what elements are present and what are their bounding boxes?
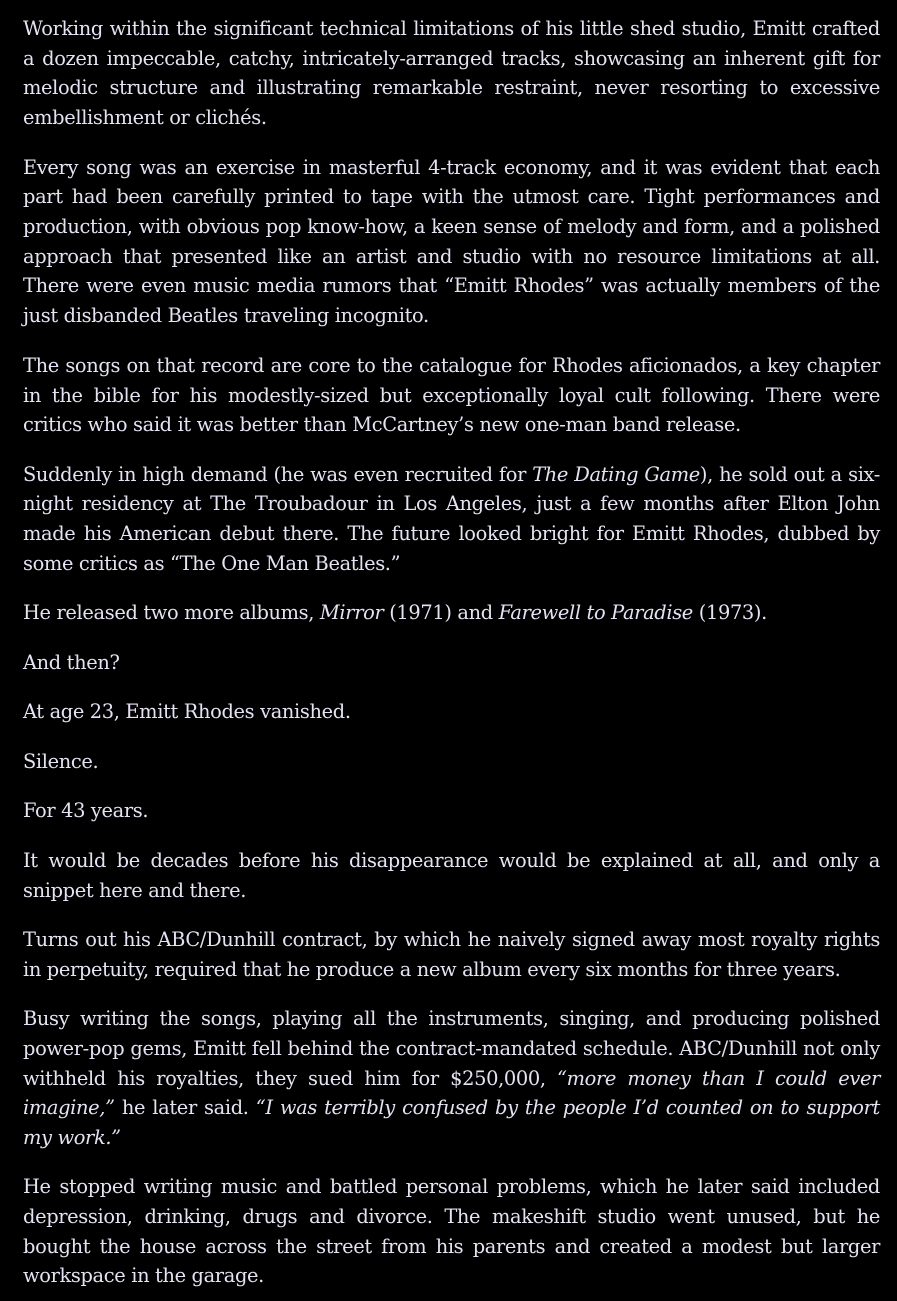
paragraph (23, 648, 880, 678)
text-segment: He released two more albums, (23, 601, 320, 625)
text-segment: Busy writing the songs, playing all the instruments, singing, and producing polished power-pop gems, Emitt fell behind the contract-mandated schedule. ABC/Dunhill not only withheld his royalties, they sued him for $250,000, (23, 1007, 880, 1090)
text-segment: he later said. (114, 1096, 256, 1120)
text-segment: (1973). (692, 601, 767, 625)
text-segment: Every song was an exercise in masterful 4-track economy, and it was evident that each part had been carefully printed to tape with the utmost care. Tight performances and production, with obvious pop know-how, a keen sense of melody and form, and a polished approach that presented like an artist and studio with no resource limitations at all. There were even music media rumors that “Emitt Rhodes” was actually members of the just disbanded Beatles traveling incognito. (23, 155, 880, 327)
paragraph (23, 351, 880, 440)
quote-italic: “I was terribly confused by the people I’d counted on to support my work.” (23, 1096, 880, 1149)
title-italic: The Dating Game (532, 462, 700, 486)
text-segment: And then? (23, 650, 120, 674)
text-segment: It would be decades before his disappearance would be explained at all, and only a snippet here and there. (23, 849, 880, 902)
text-segment: Suddenly in high demand (he was even recruited for (23, 462, 533, 486)
paragraph (23, 598, 880, 628)
text-segment: Working within the significant technical limitations of his little shed studio, Emitt crafted a dozen impeccable, catchy, intricately-arranged tracks, showcasing an inherent gift for melodic structure and illustrating remarkable restraint, never resorting to excessive embellishment or clichés. (23, 17, 880, 129)
paragraph (23, 14, 880, 132)
text-segment: ), he sold out a six-night residency at The Troubadour in Los Angeles, just a few months after Elton John made his American debut there. The future looked bright for Emitt Rhodes, dubbed by some critics as “The One Man Beatles.” (23, 462, 880, 575)
paragraph (23, 697, 880, 727)
text-segment: At age 23, Emitt Rhodes vanished. (23, 700, 351, 724)
paragraph (23, 747, 880, 777)
paragraph (23, 846, 880, 905)
quote-italic: “more money than I could ever imagine,” (23, 1066, 881, 1120)
paragraph (23, 1004, 880, 1152)
text-segment: The songs on that record are core to the catalogue for Rhodes aficionados, a key chapter in the bible for his modestly-sized but exceptionally loyal cult following. There were critics who said it was better than McCartney’s new one-man band release. (23, 353, 880, 437)
paragraph (23, 796, 880, 826)
text-segment: Turns out his ABC/Dunhill contract, by which he naively signed away most royalty rights in perpetuity, required that he produce a new album every six months for three years. (23, 928, 880, 981)
album-title-italic: Mirror (319, 601, 384, 625)
paragraph (23, 925, 880, 984)
paragraph (23, 153, 880, 331)
text-segment: For 43 years. (23, 799, 149, 823)
text-segment: He stopped writing music and battled personal problems, which he later said included depression, drinking, drugs and divorce. The makeshift studio went unused, but he bought the house across the street from his parents and created a modest but larger workspace in the garage. (23, 1175, 880, 1288)
text-segment: (1971) and (383, 601, 499, 625)
paragraph (23, 460, 880, 578)
text-segment: Silence. (23, 749, 99, 773)
paragraph (23, 1172, 880, 1290)
album-title-italic: Farewell to Paradise (498, 601, 693, 625)
